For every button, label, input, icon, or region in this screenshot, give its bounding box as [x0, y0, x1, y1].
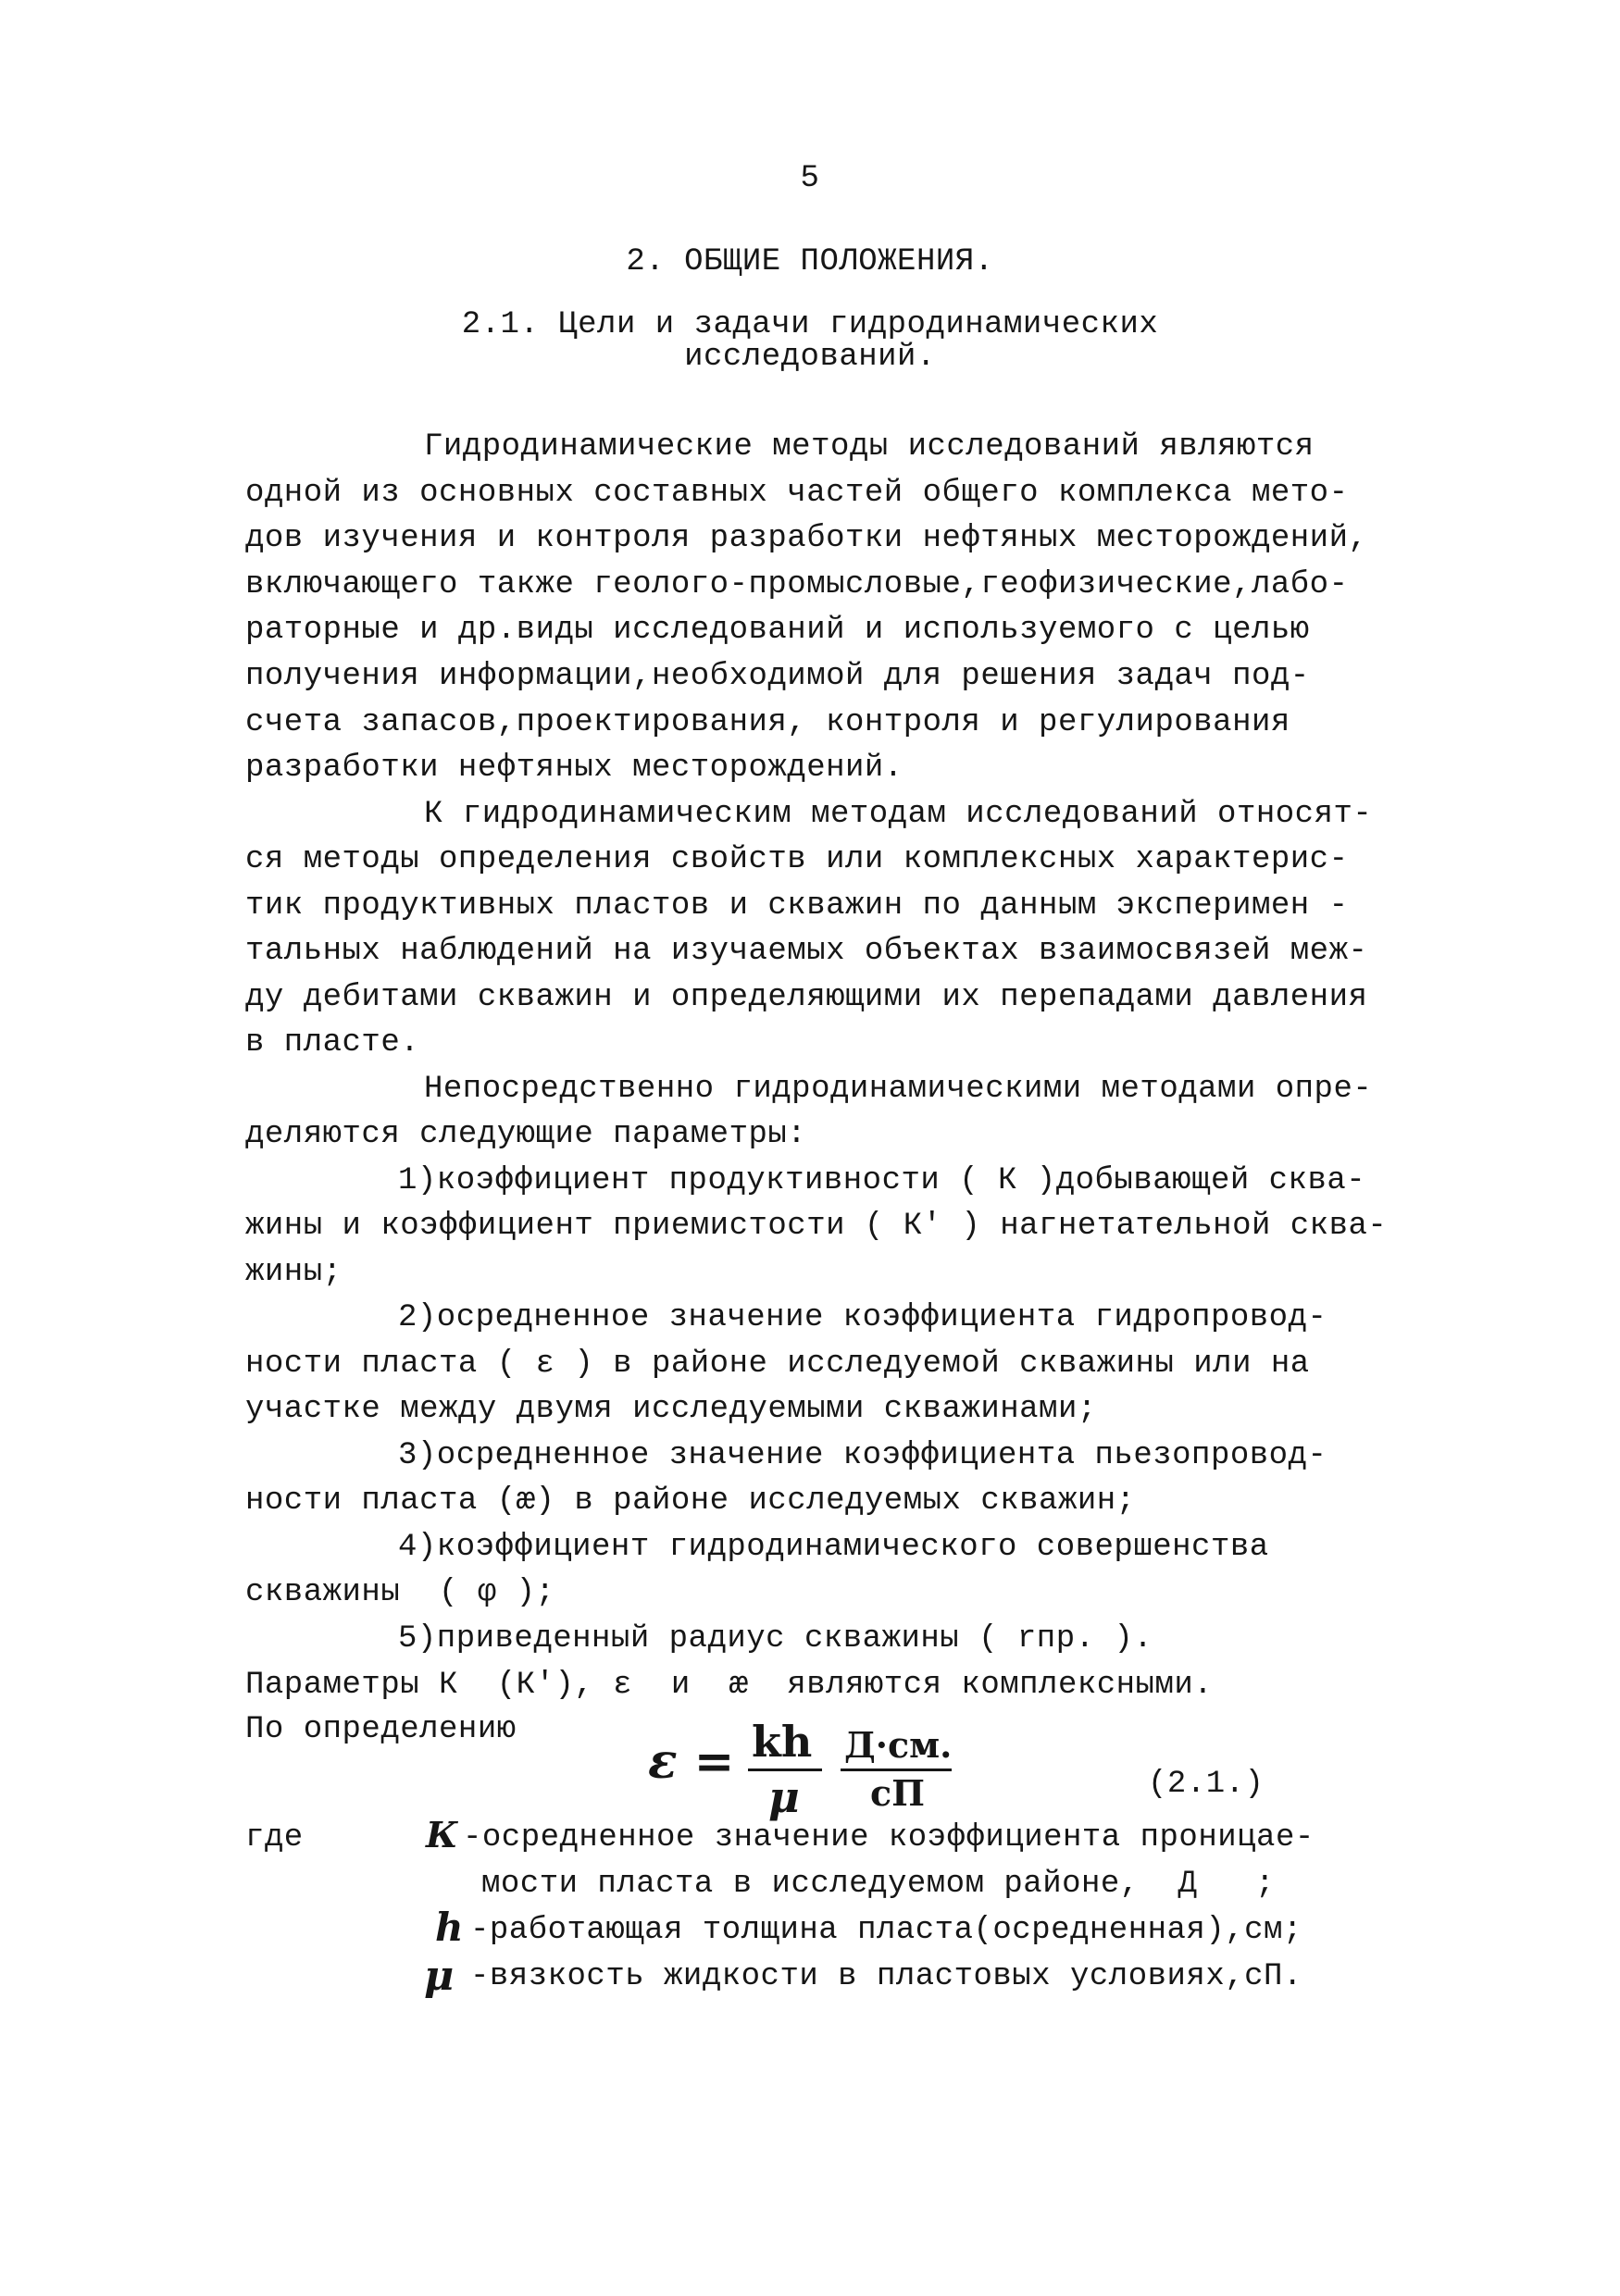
list-item: 2)осредненное значение коэффициента гидропровод-	[398, 1300, 1327, 1335]
list-item: 4)коэффициент гидродинамического совершенства	[398, 1530, 1269, 1565]
formula-denominator: μ	[768, 1772, 800, 1822]
text-line: включающего также геолого-промысловые,геофизические,лабо-	[245, 567, 1349, 602]
list-item-continuation: жины;	[245, 1255, 343, 1290]
text-line: разработки нефтяных месторождений.	[245, 751, 903, 786]
list-item-continuation: ности пласта (æ) в районе исследуемых скважин;	[245, 1483, 1136, 1519]
equation-number: (2.1.)	[1148, 1767, 1265, 1802]
symbol-h: h	[435, 1905, 465, 1950]
subsection-title-line1: 2.1. Цели и задачи гидродинамических	[461, 307, 1159, 342]
text-line: одной из основных составных частей общего комплекса мето-	[245, 476, 1349, 511]
parameters-complex-line: Параметры К (К'), ε и æ являются комплексными.	[245, 1668, 1214, 1703]
text-line: ся методы определения свойств или комплексных характерис-	[245, 842, 1349, 877]
text-line: Непосредственно гидродинамическими методами опре-	[424, 1072, 1373, 1107]
symbol-mu: μ	[424, 1953, 455, 2000]
page-number: 5	[800, 161, 820, 196]
list-item-continuation: жины и коэффициент приемистости ( К' ) нагнетательной сква-	[245, 1209, 1388, 1244]
list-item-continuation: ности пласта ( ε ) в районе исследуемой скважины или на	[245, 1347, 1310, 1382]
where-label: где	[245, 1820, 304, 1855]
text-line: деляются следующие параметры:	[245, 1117, 807, 1152]
formula-numerator: kh	[752, 1717, 813, 1767]
list-item: 3)осредненное значение коэффициента пьезопровод-	[398, 1438, 1327, 1473]
section-title: 2. ОБЩИЕ ПОЛОЖЕНИЯ.	[626, 244, 994, 279]
symbol-k: К	[426, 1814, 459, 1855]
text-line: получения информации,необходимой для решения задач под-	[245, 659, 1310, 694]
formula-2-1	[648, 1717, 981, 1822]
list-item: 1)коэффициент продуктивности ( К )добывающей сква-	[398, 1163, 1366, 1198]
text-line: раторные и др.виды исследований и используемого с целью	[245, 613, 1310, 648]
list-item-continuation: участке между двумя исследуемыми скважинами;	[245, 1392, 1097, 1427]
text-line: К гидродинамическим методам исследований относят-	[424, 797, 1373, 832]
definition-k-continuation: мости пласта в исследуемом районе, Д ;	[481, 1867, 1276, 1902]
unit-denominator: сП	[870, 1772, 926, 1814]
unit-fraction-bar	[841, 1769, 952, 1771]
list-item-continuation: скважины ( φ );	[245, 1575, 555, 1610]
formula-lhs: ε =	[648, 1733, 735, 1790]
text-line: Гидродинамические методы исследований являются	[424, 429, 1315, 465]
definition-k: -осредненное значение коэффициента проницае-	[463, 1820, 1315, 1855]
definition-h: -работающая толщина пласта(осредненная),см;	[470, 1913, 1302, 1948]
list-item: 5)приведенный радиус скважины ( rпр. ).	[398, 1621, 1153, 1657]
definition-intro: По определению	[245, 1712, 517, 1747]
subsection-title-line2: исследований.	[684, 340, 936, 375]
definition-mu: -вязкость жидкости в пластовых условиях,сП.	[470, 1959, 1302, 1994]
text-line: тик продуктивных пластов и скважин по данным эксперимен -	[245, 888, 1349, 924]
text-line: счета запасов,проектирования, контроля и регулирования	[245, 705, 1290, 740]
fraction-bar	[748, 1769, 822, 1771]
text-line: в пласте.	[245, 1025, 420, 1061]
text-line: ду дебитами скважин и определяющими их перепадами давления	[245, 980, 1368, 1015]
unit-numerator: Д·см.	[844, 1724, 953, 1766]
text-line: тальных наблюдений на изучаемых объектах взаимосвязей меж-	[245, 934, 1368, 969]
text-line: дов изучения и контроля разработки нефтяных месторождений,	[245, 521, 1368, 556]
